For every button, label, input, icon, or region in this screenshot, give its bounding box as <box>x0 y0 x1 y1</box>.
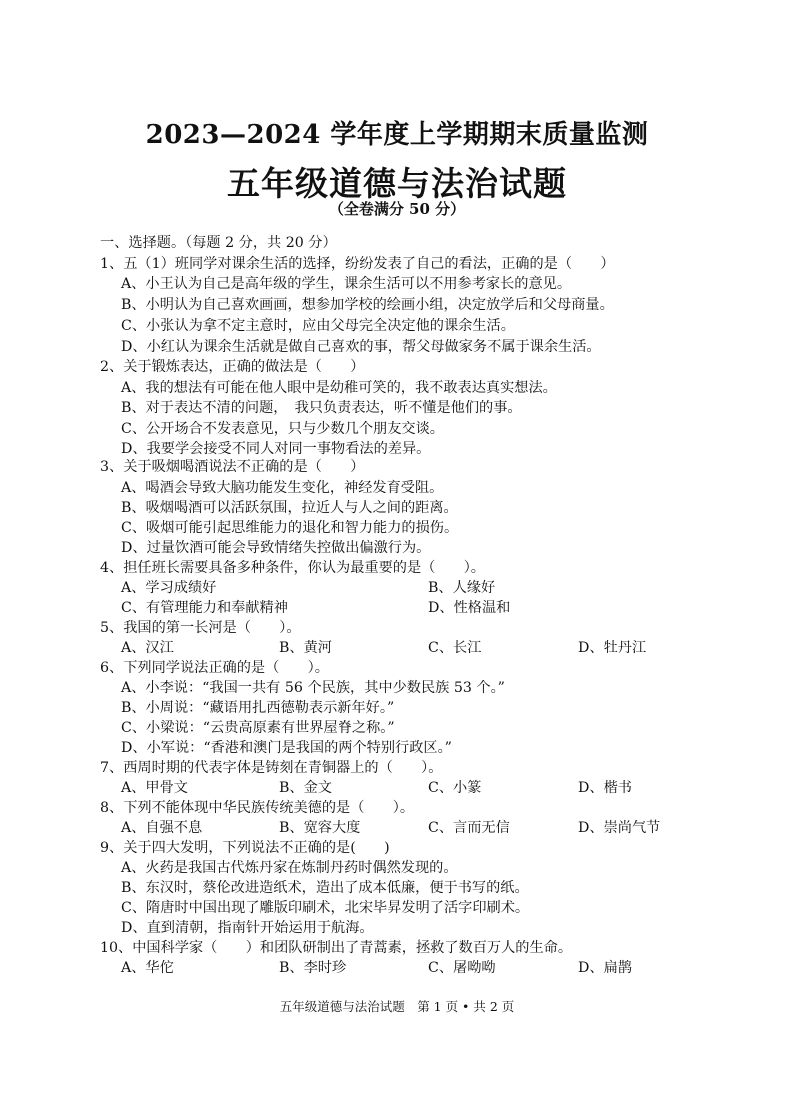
question-2-stem: 2、关于锻炼表达，正确的做法是（ ） <box>100 359 365 375</box>
question-6-option-d: D、小军说：“香港和澳门是我国的两个特别行政区。” <box>121 740 452 756</box>
page-footer: 五年级道德与法治试题 第 1 页 • 共 2 页 <box>279 999 515 1014</box>
question-1-option-a: A、小王认为自己是高年级的学生，课余生活可以不用参考家长的意见。 <box>121 276 572 292</box>
question-10-stem: 10、中国科学家（ ）和团队研制出了青蒿素，拯救了数百万人的生命。 <box>100 940 573 956</box>
question-4-stem: 4、担任班长需要具备多种条件，你认为最重要的是（ ）。 <box>100 560 485 576</box>
exam-main-title: 五年级道德与法治试题 <box>227 164 567 203</box>
question-9-option-a: A、火药是我国古代炼丹家在炼制丹药时偶然发现的。 <box>121 860 458 876</box>
question-9-option-d: D、直到清朝，指南针开始运用于航海。 <box>121 920 374 936</box>
question-6-option-a: A、小李说：“我国一共有 56 个民族，其中少数民族 53 个。” <box>121 680 505 696</box>
question-1-option-c: C、小张认为拿不定主意时，应由父母完全决定他的课余生活。 <box>121 318 515 334</box>
question-1-stem: 1、五（1）班同学对课余生活的选择，纷纷发表了自己的看法，正确的是（ ） <box>100 256 615 272</box>
question-4-option-c: C、有管理能力和奉献精神 <box>121 600 288 616</box>
question-7-stem: 7、西周时期的代表字体是铸刻在青铜器上的（ ）。 <box>100 760 443 776</box>
question-8-option-d: D、崇尚气节 <box>578 820 661 836</box>
question-9-option-c: C、隋唐时中国出现了雕版印刷术，北宋毕昇发明了活字印刷术。 <box>121 900 530 916</box>
question-8-option-b: B、宽容大度 <box>279 820 361 836</box>
question-2-option-a: A、我的想法有可能在他人眼中是幼稚可笑的，我不敢表达真实想法。 <box>121 380 557 396</box>
question-3-option-a: A、喝酒会导致大脑功能发生变化，神经发育受阻。 <box>121 480 444 496</box>
question-9-stem: 9、关于四大发明，下列说法不正确的是( ) <box>100 840 390 856</box>
question-1-option-b: B、小明认为自己喜欢画画，想参加学校的绘画小组，决定放学后和父母商量。 <box>121 297 614 313</box>
question-1-option-d: D、小红认为课余生活就是做自己喜欢的事，帮父母做家务不属于课余生活。 <box>121 339 601 355</box>
question-10-option-c: C、屠呦呦 <box>428 960 496 976</box>
question-6-option-b: B、小周说：“藏语用扎西德勒表示新年好。” <box>121 700 395 716</box>
question-8-stem: 8、下列不能体现中华民族传统美德的是（ ）。 <box>100 800 415 816</box>
question-7-option-b: B、金文 <box>279 780 332 796</box>
question-5-option-a: A、汉江 <box>121 640 174 656</box>
question-8-option-c: C、言而无信 <box>428 820 510 836</box>
question-4-option-b: B、人缘好 <box>428 580 496 596</box>
question-6-stem: 6、下列同学说法正确的是（ ）。 <box>100 660 329 676</box>
exam-year-title: 2023—2024 学年度上学期期末质量监测 <box>145 120 649 150</box>
question-4-option-a: A、学习成绩好 <box>121 580 217 596</box>
exam-score-note: （全卷满分 50 分） <box>328 200 466 218</box>
question-5-option-c: C、长江 <box>428 640 482 656</box>
question-5-option-b: B、黄河 <box>279 640 332 656</box>
question-7-option-c: C、小篆 <box>428 780 482 796</box>
question-6-option-c: C、小梁说：“云贵高原素有世界屋脊之称。” <box>121 720 395 736</box>
question-8-option-a: A、自强不息 <box>121 820 203 836</box>
question-3-option-c: C、吸烟可能引起思维能力的退化和智力能力的损伤。 <box>121 520 459 536</box>
section-heading: 一、选择题。（每题 2 分，共 20 分） <box>100 235 337 251</box>
question-3-stem: 3、关于吸烟喝酒说法不正确的是（ ） <box>100 459 365 475</box>
question-10-option-b: B、李时珍 <box>279 960 347 976</box>
question-4-option-d: D、性格温和 <box>428 600 511 616</box>
question-2-option-c: C、公开场合不发表意见，只与少数几个朋友交谈。 <box>121 421 444 437</box>
question-3-option-d: D、过量饮酒可能会导致情绪失控做出偏激行为。 <box>121 540 431 556</box>
question-5-stem: 5、我国的第一长河是（ ）。 <box>100 620 301 636</box>
question-2-option-b: B、对于表达不清的问题， 我只负责表达，听不懂是他们的事。 <box>121 400 522 416</box>
question-2-option-d: D、我要学会接受不同人对同一事物看法的差异。 <box>121 441 431 457</box>
question-10-option-d: D、扁鹊 <box>578 960 632 976</box>
question-10-option-a: A、华佗 <box>121 960 174 976</box>
question-7-option-d: D、楷书 <box>578 780 632 796</box>
question-3-option-b: B、吸烟喝酒可以活跃氛围，拉近人与人之间的距离。 <box>121 500 458 516</box>
question-7-option-a: A、甲骨文 <box>121 780 188 796</box>
question-5-option-d: D、牡丹江 <box>578 640 647 656</box>
question-9-option-b: B、东汉时，蔡伦改进造纸术，造出了成本低廉，便于书写的纸。 <box>121 880 529 896</box>
